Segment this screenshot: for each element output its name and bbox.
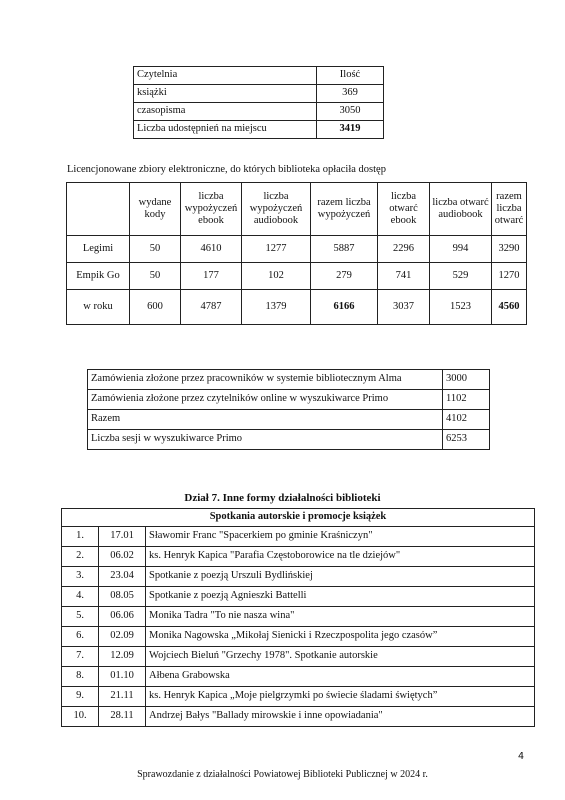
cell: 741 xyxy=(378,263,430,290)
row-value: 369 xyxy=(317,85,384,103)
cell: 4610 xyxy=(181,236,242,263)
cell: 4787 xyxy=(181,290,242,325)
licence-caption: Licencjonowane zbiory elektroniczne, do których biblioteka opłaciła dostęp xyxy=(67,164,386,175)
row-value: 4102 xyxy=(443,410,490,430)
header-cell: liczba otwarć audiobook xyxy=(430,183,492,236)
row-description: Spotkanie z poezją Urszuli Bydlińskiej xyxy=(146,567,535,587)
table-row xyxy=(88,410,490,430)
cell: 600 xyxy=(130,290,181,325)
row-value: 3000 xyxy=(443,370,490,390)
page-number: 4 xyxy=(518,751,525,762)
cell: 1277 xyxy=(242,236,311,263)
header-cell: liczba wypożyczeń ebook xyxy=(181,183,242,236)
cell: 994 xyxy=(430,236,492,263)
table-row xyxy=(62,607,535,627)
row-description: Wojciech Bieluń "Grzechy 1978". Spotkanie autorskie xyxy=(146,647,535,667)
header-cell: Czytelnia xyxy=(134,67,317,85)
row-label: w roku xyxy=(67,290,130,325)
row-date: 17.01 xyxy=(99,527,146,547)
section-title: Dział 7. Inne formy działalności biblioteki xyxy=(184,492,381,504)
cell: 2296 xyxy=(378,236,430,263)
row-number: 2. xyxy=(62,547,99,567)
reading-room-table xyxy=(133,66,384,139)
row-number: 9. xyxy=(62,687,99,707)
licences-table xyxy=(66,182,527,325)
cell: 177 xyxy=(181,263,242,290)
row-date: 08.05 xyxy=(99,587,146,607)
row-description: Andrzej Bałys "Ballady mirowskie i inne opowiadania" xyxy=(146,707,535,727)
table-row xyxy=(88,430,490,450)
row-value: 6253 xyxy=(443,430,490,450)
table-row xyxy=(62,587,535,607)
row-date: 23.04 xyxy=(99,567,146,587)
row-description: Spotkanie z poezją Agnieszki Battelli xyxy=(146,587,535,607)
page-footer: Sprawozdanie z działalności Powiatowej Biblioteki Publicznej w 2024 r. xyxy=(137,769,428,780)
row-label: Zamówienia złożone przez pracowników w systemie bibliotecznym Alma xyxy=(88,370,443,390)
row-description: Ałbena Grabowska xyxy=(146,667,535,687)
header-cell: Ilość xyxy=(317,67,384,85)
cell: 5887 xyxy=(311,236,378,263)
header-cell xyxy=(67,183,130,236)
cell: 529 xyxy=(430,263,492,290)
row-date: 12.09 xyxy=(99,647,146,667)
cell: 1379 xyxy=(242,290,311,325)
cell-total: 6166 xyxy=(311,290,378,325)
row-value: 3050 xyxy=(317,103,384,121)
row-value: 1102 xyxy=(443,390,490,410)
row-label: Liczba sesji w wyszukiwarce Primo xyxy=(88,430,443,450)
table-row xyxy=(67,236,527,263)
row-label: Zamówienia złożone przez czytelników online w wyszukiwarce Primo xyxy=(88,390,443,410)
table-row xyxy=(62,687,535,707)
row-number: 8. xyxy=(62,667,99,687)
row-number: 3. xyxy=(62,567,99,587)
cell: 102 xyxy=(242,263,311,290)
header-cell: liczba otwarć ebook xyxy=(378,183,430,236)
row-description: Sławomir Franc "Spacerkiem po gminie Kraśniczyn" xyxy=(146,527,535,547)
table-row xyxy=(134,121,384,139)
header-cell: liczba wypożyczeń audiobook xyxy=(242,183,311,236)
row-description: Monika Tadra "To nie nasza wina" xyxy=(146,607,535,627)
header-cell: wydane kody xyxy=(130,183,181,236)
row-description: ks. Henryk Kapica „Moje pielgrzymki po świecie śladami świętych” xyxy=(146,687,535,707)
cell: 3290 xyxy=(492,236,527,263)
row-label: Empik Go xyxy=(67,263,130,290)
table-row xyxy=(88,390,490,410)
cell: 3037 xyxy=(378,290,430,325)
table-row xyxy=(62,627,535,647)
table-row xyxy=(67,263,527,290)
table-row xyxy=(88,370,490,390)
row-date: 06.02 xyxy=(99,547,146,567)
cell: 1523 xyxy=(430,290,492,325)
table-row xyxy=(62,547,535,567)
row-label: Legimi xyxy=(67,236,130,263)
row-number: 6. xyxy=(62,627,99,647)
row-number: 1. xyxy=(62,527,99,547)
cell: 50 xyxy=(130,236,181,263)
table-row xyxy=(62,567,535,587)
row-date: 21.11 xyxy=(99,687,146,707)
table-row-total xyxy=(67,290,527,325)
cell: 1270 xyxy=(492,263,527,290)
table-row xyxy=(62,667,535,687)
table-header-row xyxy=(134,67,384,85)
row-description: ks. Henryk Kapica "Parafia Częstoborowice na tle dziejów" xyxy=(146,547,535,567)
row-label: Razem xyxy=(88,410,443,430)
table-row xyxy=(62,527,535,547)
meetings-title: Spotkania autorskie i promocje książek xyxy=(62,509,535,527)
row-date: 28.11 xyxy=(99,707,146,727)
row-label: Liczba udostępnień na miejscu xyxy=(134,121,317,139)
table-row xyxy=(134,85,384,103)
row-date: 06.06 xyxy=(99,607,146,627)
table-row xyxy=(62,647,535,667)
table-row xyxy=(134,103,384,121)
row-number: 10. xyxy=(62,707,99,727)
row-description: Monika Nagowska „Mikołaj Sienicki i Rzeczpospolita jego czasów” xyxy=(146,627,535,647)
row-number: 5. xyxy=(62,607,99,627)
row-date: 02.09 xyxy=(99,627,146,647)
orders-table xyxy=(87,369,490,450)
cell: 279 xyxy=(311,263,378,290)
row-value-total: 3419 xyxy=(317,121,384,139)
row-label: czasopisma xyxy=(134,103,317,121)
header-cell: razem liczba wypożyczeń xyxy=(311,183,378,236)
table-header-row xyxy=(67,183,527,236)
row-label: książki xyxy=(134,85,317,103)
row-number: 4. xyxy=(62,587,99,607)
table-row xyxy=(62,707,535,727)
cell-total: 4560 xyxy=(492,290,527,325)
meetings-table xyxy=(61,508,535,727)
row-date: 01.10 xyxy=(99,667,146,687)
table-title-row xyxy=(62,509,535,527)
header-cell: razem liczba otwarć xyxy=(492,183,527,236)
row-number: 7. xyxy=(62,647,99,667)
cell: 50 xyxy=(130,263,181,290)
